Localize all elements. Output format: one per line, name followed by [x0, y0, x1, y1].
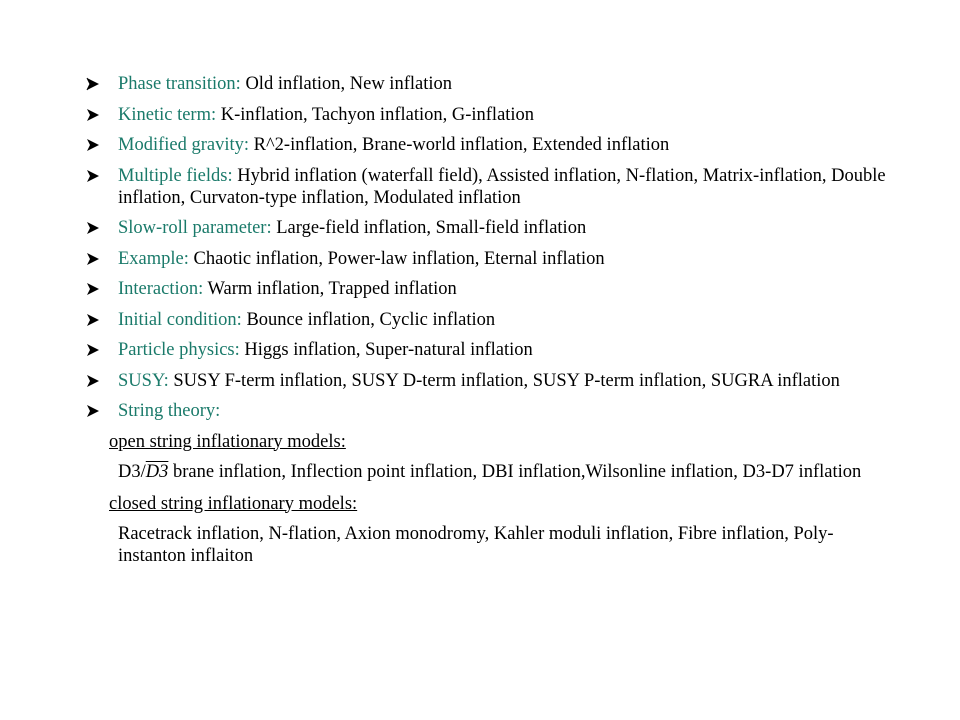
- list-item-text: [118, 248, 886, 270]
- list-item-label: SUSY:: [118, 370, 169, 391]
- arrow-bullet-icon: [86, 278, 118, 300]
- list-item-value: SUSY F-term inflation, SUSY D-term inflation, SUSY P-term inflation, SUGRA inflation: [168, 370, 840, 391]
- list-item-label: String theory:: [118, 401, 221, 421]
- list-item: [86, 339, 886, 361]
- list-item: [86, 278, 886, 300]
- list-item-value: Old inflation, New inflation: [240, 74, 452, 94]
- list-item-text: [118, 309, 886, 331]
- list-item-value: Hybrid inflation (waterfall field), Assisted inflation, N-flation, Matrix-inflation, Double inflation, Curvaton-type inflation, Modulated inflation: [118, 165, 886, 208]
- list-item-text: [118, 339, 886, 361]
- list-item-value: K-inflation, Tachyon inflation, G-inflation: [216, 104, 535, 125]
- list-item-value: Bounce inflation, Cyclic inflation: [241, 309, 496, 330]
- arrow-bullet-icon: [86, 165, 118, 187]
- list-item-text: [118, 278, 886, 300]
- arrow-bullet-icon: [86, 400, 118, 422]
- arrow-bullet-icon: [86, 217, 118, 239]
- list-item-value: Chaotic inflation, Power-law inflation, Eternal inflation: [188, 248, 605, 269]
- list-item-label: Slow-roll parameter:: [118, 218, 272, 238]
- arrow-bullet-icon: [86, 134, 118, 156]
- list-item: [86, 165, 886, 209]
- list-item-label: Phase transition:: [118, 74, 241, 94]
- list-item: [86, 134, 886, 156]
- list-item-text: [118, 370, 886, 392]
- list-item-text: [118, 217, 886, 239]
- list-item-label: Kinetic term:: [118, 104, 217, 125]
- closed-string-heading: closed string inflationary models:: [109, 493, 358, 514]
- list-item-text: [118, 104, 886, 126]
- arrow-bullet-icon: [86, 309, 118, 331]
- arrow-bullet-icon: [86, 248, 118, 270]
- list-item-label: Initial condition:: [118, 309, 242, 330]
- list-item-text: [118, 165, 886, 209]
- list-item-value: Higgs inflation, Super-natural inflation: [239, 340, 533, 360]
- d3-prefix: D3/: [118, 461, 146, 482]
- list-item-text: [118, 134, 886, 156]
- string-theory-section: [86, 431, 886, 567]
- list-item: [86, 370, 886, 392]
- list-item: [86, 309, 886, 331]
- anti-d3-symbol: D3: [145, 461, 169, 482]
- list-item-label: Example:: [118, 248, 189, 269]
- inflation-models-list: [86, 73, 886, 577]
- list-item: [86, 217, 886, 239]
- list-item: [86, 104, 886, 126]
- list-item-text: [118, 400, 886, 422]
- list-item-label: Modified gravity:: [118, 135, 250, 155]
- arrow-bullet-icon: [86, 104, 118, 126]
- arrow-bullet-icon: [86, 370, 118, 392]
- list-item-value: Large-field inflation, Small-field inflation: [271, 218, 587, 238]
- open-string-body: brane inflation, Inflection point inflation, DBI inflation,Wilsonline inflation, D3-D7 inflation: [168, 461, 862, 482]
- list-item-label: Multiple fields:: [118, 165, 233, 186]
- list-item: [86, 248, 886, 270]
- list-item-value: R^2-inflation, Brane-world inflation, Extended inflation: [249, 135, 670, 155]
- open-string-heading: open string inflationary models:: [109, 431, 346, 452]
- closed-string-models: Racetrack inflation, N-flation, Axion monodromy, Kahler moduli inflation, Fibre inflation, Poly-instanton inflaiton: [118, 523, 834, 566]
- arrow-bullet-icon: [86, 73, 118, 95]
- arrow-bullet-icon: [86, 339, 118, 361]
- list-item-text: [118, 73, 886, 95]
- list-item: [86, 73, 886, 95]
- list-item-label: Particle physics:: [118, 340, 240, 360]
- list-item-value: Warm inflation, Trapped inflation: [203, 279, 457, 299]
- open-string-models: [118, 461, 878, 483]
- list-item-label: Interaction:: [118, 279, 204, 299]
- list-item: [86, 400, 886, 422]
